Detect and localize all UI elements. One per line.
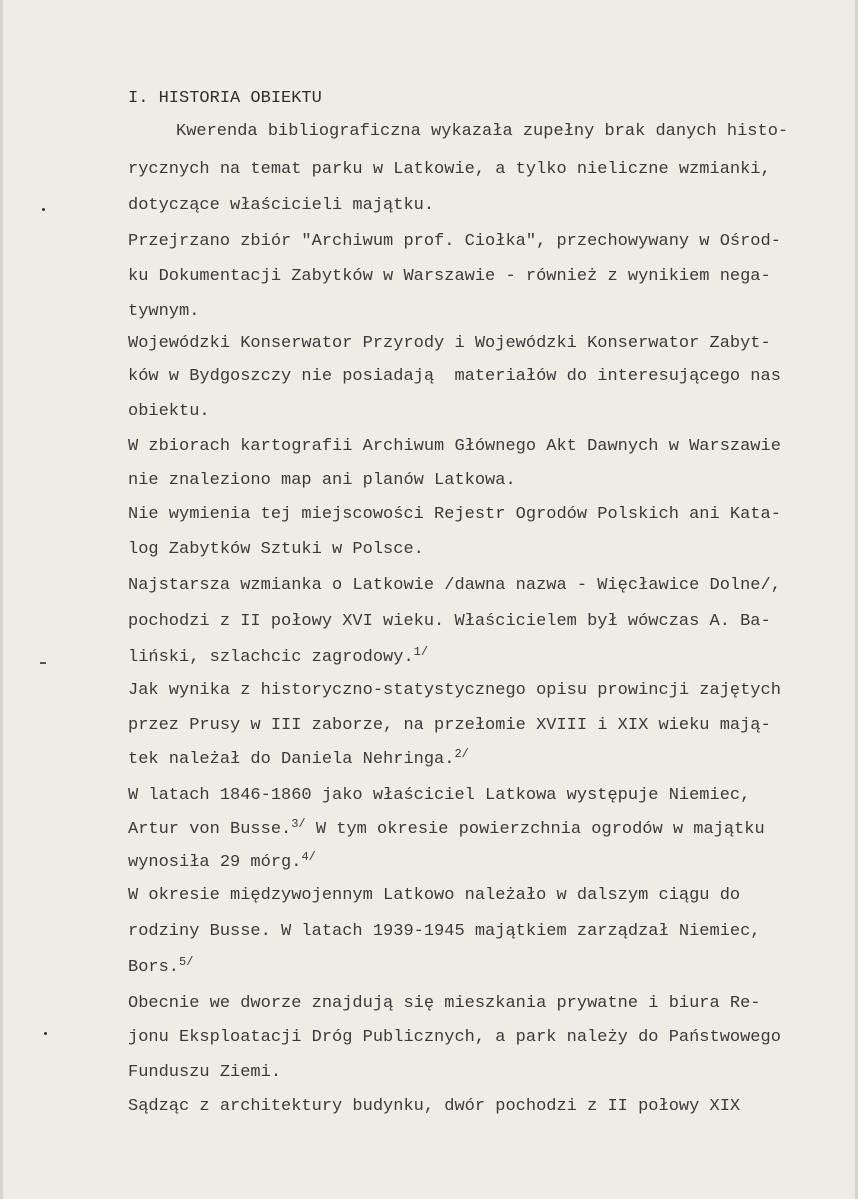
text-line: rycznych na temat parku w Latkowie, a tylko nieliczne wzmianki,: [128, 160, 771, 179]
text-line: [128, 850, 316, 873]
text-line: [128, 645, 429, 668]
footnote-ref: 3/: [291, 817, 306, 831]
text-line: W okresie międzywojennym Latkowo należało w dalszym ciągu do: [128, 886, 741, 905]
footnote-ref: 2/: [454, 747, 469, 761]
text-span: liński, szlachcic zagrodowy.: [128, 648, 414, 667]
text-span: Artur von Busse.: [128, 820, 292, 839]
text-line: Jak wynika z historyczno-statystycznego opisu prowincji zajętych: [128, 681, 781, 700]
text-span: tek należał do Daniela Nehringa.: [128, 750, 455, 769]
text-line: Nie wymienia tej miejscowości Rejestr Ogrodów Polskich ani Kata-: [128, 505, 781, 524]
section-heading: I. HISTORIA OBIEKTU: [128, 89, 322, 108]
text-line: [128, 747, 469, 770]
text-line: Sądząc z architektury budynku, dwór pochodzi z II połowy XIX: [128, 1097, 741, 1116]
footnote-ref: 5/: [179, 955, 194, 969]
text-line: rodziny Busse. W latach 1939-1945 majątkiem zarządzał Niemiec,: [128, 922, 761, 941]
text-line: dotyczące właścicieli majątku.: [128, 196, 435, 215]
text-line: Kwerenda bibliograficzna wykazała zupełny brak danych histo-: [176, 122, 789, 141]
text-line: Przejrzano zbiór "Archiwum prof. Ciołka", przechowywany w Ośrod-: [128, 232, 781, 251]
text-span: wynosiła 29 mórg.: [128, 853, 302, 872]
text-line: [128, 817, 765, 840]
text-line: Obecnie we dworze znajdują się mieszkania prywatne i biura Re-: [128, 994, 761, 1013]
footnote-ref: 1/: [413, 645, 429, 659]
text-line: Najstarsza wzmianka o Latkowie /dawna nazwa - Więcławice Dolne/,: [128, 576, 781, 595]
text-line: tywnym.: [128, 302, 200, 321]
text-line: Funduszu Ziemi.: [128, 1063, 282, 1082]
text-line: ków w Bydgoszczy nie posiadają materiałów do interesującego nas: [128, 367, 781, 386]
text-line: obiektu.: [128, 402, 210, 421]
text-line: nie znaleziono map ani planów Latkowa.: [128, 471, 516, 490]
text-line: W latach 1846-1860 jako właściciel Latkowa występuje Niemiec,: [128, 786, 751, 805]
footnote-ref: 4/: [301, 850, 316, 864]
text-line: Wojewódzki Konserwator Przyrody i Wojewódzki Konserwator Zabyt-: [128, 334, 771, 353]
text-line: [128, 955, 194, 978]
text-line: log Zabytków Sztuki w Polsce.: [128, 540, 424, 559]
text-span: W tym okresie powierzchnia ogrodów w majątku: [305, 820, 765, 839]
text-span: Bors.: [128, 958, 180, 977]
text-line: pochodzi z II połowy XVI wieku. Właścicielem był wówczas A. Ba-: [128, 612, 771, 631]
text-line: jonu Eksploatacji Dróg Publicznych, a park należy do Państwowego: [128, 1028, 781, 1047]
text-line: ku Dokumentacji Zabytków w Warszawie - również z wynikiem nega-: [128, 267, 771, 286]
text-line: przez Prusy w III zaborze, na przełomie XVIII i XIX wieku mają-: [128, 716, 771, 735]
text-line: W zbiorach kartografii Archiwum Głównego Akt Dawnych w Warszawie: [128, 437, 781, 456]
